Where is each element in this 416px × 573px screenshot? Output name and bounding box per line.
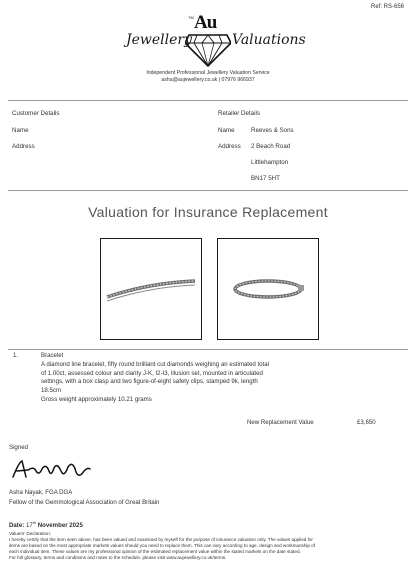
fellowship-line: Fellow of the Gemmological Association of Great Britain <box>9 499 160 506</box>
item-description-line: of 1.00ct, assessed colour and clarity J-K, I2-I3, illusion set, mounted in articulated <box>41 369 263 377</box>
retailer-address-line-3: BN17 5HT <box>251 175 280 182</box>
customer-address-label: Address <box>12 143 35 150</box>
document-title: Valuation for Insurance Replacement <box>88 204 328 220</box>
header-divider <box>8 100 408 101</box>
tagline: Independent Professional Jewellery Valuation Service <box>146 70 270 76</box>
declaration-line: items are based on the most appropriate markets values should you need to replace them. This can vary according to age, design and workmanship of <box>9 543 316 549</box>
item-number: 1. <box>13 352 19 359</box>
item-divider <box>8 349 408 350</box>
logo-au-mark: Au <box>194 12 217 33</box>
item-description-line: A diamond line bracelet, fifty round brilliant cut diamonds weighing an estimated total <box>41 361 269 368</box>
date-month-year: November 2025 <box>37 522 83 530</box>
date-suffix: th <box>32 520 37 525</box>
date-label: Date: <box>9 522 25 530</box>
retailer-address-line-1: 2 Beach Road <box>251 143 291 150</box>
bracelet-image-2 <box>218 239 318 339</box>
retailer-name-label: Name <box>218 127 235 134</box>
handwritten-signature <box>10 458 92 482</box>
item-description <box>41 361 409 405</box>
reference-number: Ref: RS-656 <box>370 4 404 10</box>
replacement-value-label: New Replacement Value <box>247 419 314 426</box>
signed-label: Signed <box>9 444 28 451</box>
customer-details-heading: Customer Details <box>12 110 60 117</box>
contact-line: asha@aujewellery.co.uk | 07976 966937 <box>161 77 255 83</box>
declaration-line: each individual item. These values are my professional opinion of the estimated replacement value within the stated markets on the date stated. <box>9 549 301 555</box>
retailer-name-value: Reeves & Sons <box>251 127 294 134</box>
retailer-address-line-2: Littlehampton <box>251 159 289 166</box>
declaration-line: I hereby certify that the item seen above, has been valued and examined by myself for the purpose of insurance valuation only. The values applied for <box>9 537 313 543</box>
bracelet-image-1 <box>101 239 201 339</box>
declaration-heading: Valuers' Declaration: <box>9 531 51 536</box>
date-day: 17 <box>25 522 33 530</box>
retailer-address-label: Address <box>218 143 241 150</box>
logo-trademark: TM <box>188 15 194 20</box>
valuers-declaration <box>9 531 409 561</box>
item-description-line: settings, with a box clasp and two figure-of-eight safety clips, stamped 9k, length <box>41 378 258 386</box>
bracelet-photo-1 <box>100 238 202 340</box>
logo-left-text: Jewellery <box>126 32 193 48</box>
customer-name-label: Name <box>12 127 29 134</box>
retailer-details-heading: Retailer Details <box>218 110 260 117</box>
item-weight-line: Gross weight approximately 10.21 grams <box>41 395 152 403</box>
company-logo <box>0 12 416 68</box>
item-description-line: 18.5cm <box>41 387 61 395</box>
valuation-date <box>9 519 83 531</box>
replacement-value: £3,650 <box>357 419 376 426</box>
logo-right-text: Valuations <box>232 32 306 48</box>
signatory-name: Asha Nayak, FGA DGA <box>9 489 73 496</box>
item-name: Bracelet <box>41 352 64 359</box>
declaration-line: For full glossary, terms and conditions and notes to the schedule, please visit www.aujewellery.co.uk/terms. <box>9 555 227 561</box>
bracelet-photo-2 <box>217 238 319 340</box>
diamond-icon <box>185 31 231 67</box>
details-divider <box>8 190 408 191</box>
